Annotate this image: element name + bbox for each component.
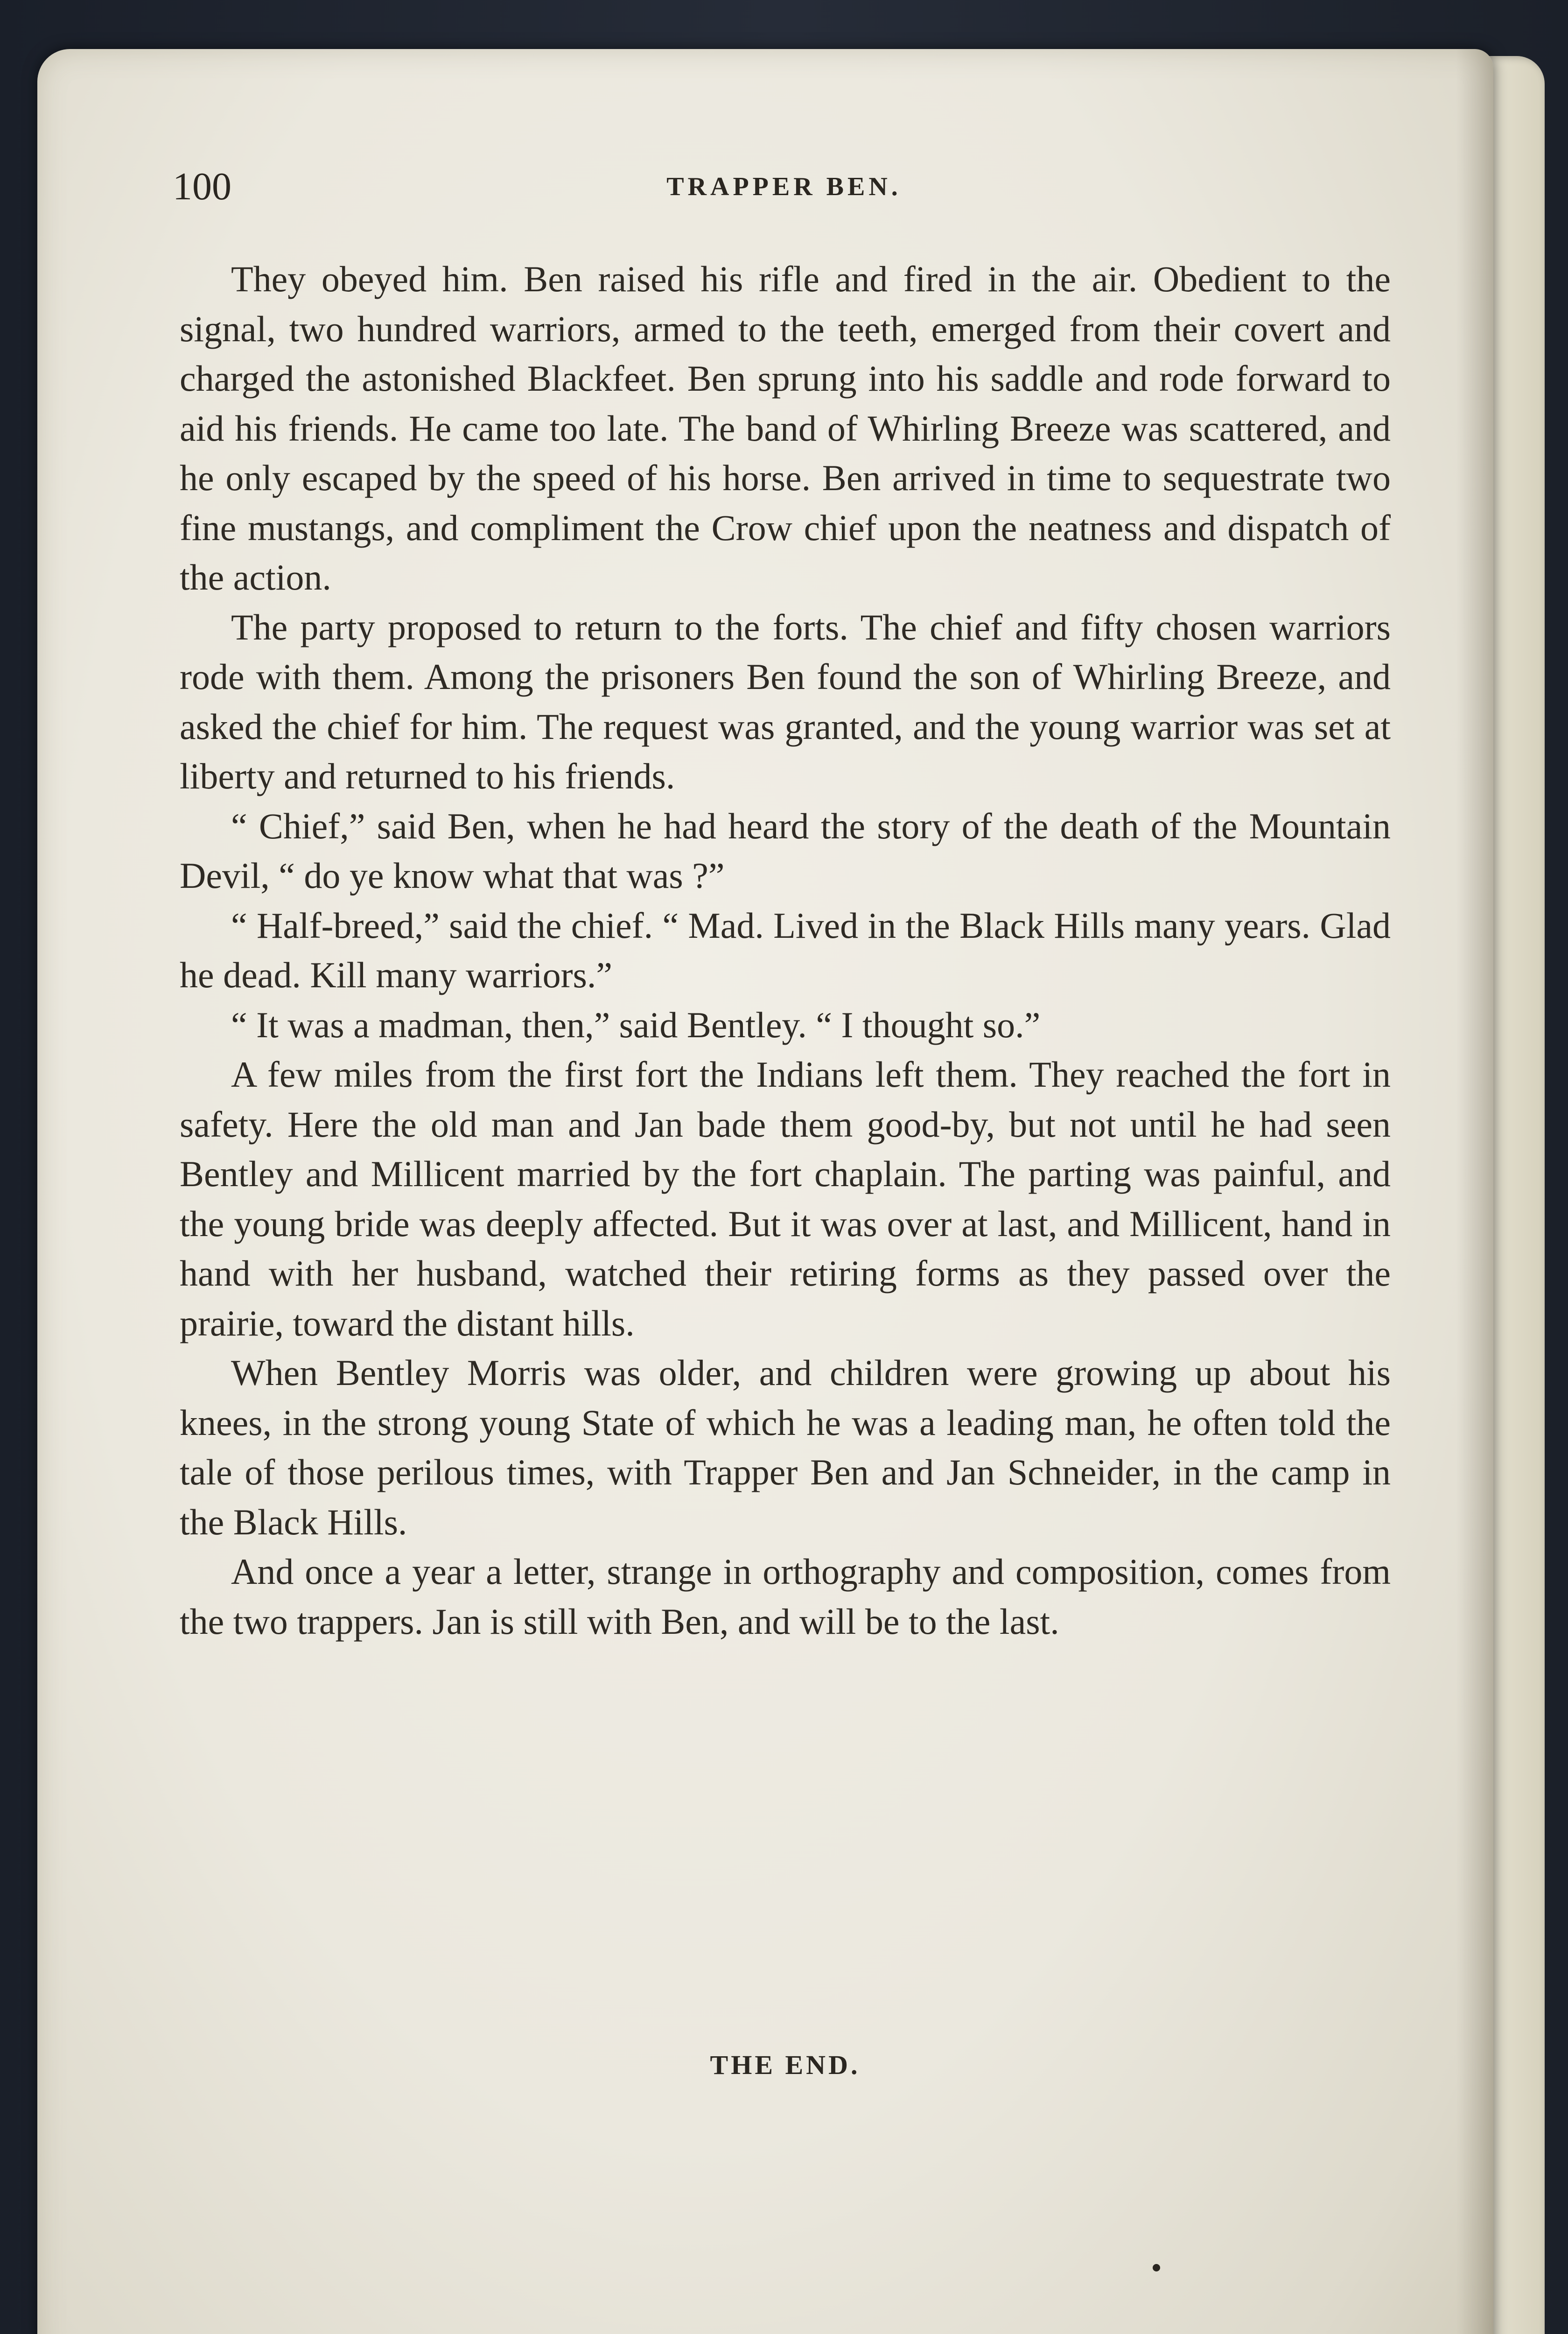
paragraph: The party proposed to return to the forts. The chief and fifty chosen warriors rode with them. Among the prisoners Ben found the son of Whirling Breeze, and asked the chief for him. The request was granted, and the young warrior was set at liberty and returned to his friends. — [180, 606, 1391, 796]
paragraph: And once a year a letter, strange in orthography and composition, comes from the two trappers. Jan is still with Ben, and will be to the last. — [180, 1551, 1391, 1642]
closing-the-end: THE END. — [710, 2050, 861, 2080]
paragraph: They obeyed him. Ben raised his rifle and fired in the air. Obedient to the signal, two hundred warriors, armed to the teeth, emerged from their covert and charged the astonished Blackfeet. Ben sprung into his saddle and rode forward to aid his friends. He came too late. The band of Whirling Breeze was scattered, and he only escaped by the speed of his horse. Ben arrived in time to sequestrate two fine mustangs, and compliment the Crow chief upon the neatness and dispatch of the action. — [180, 259, 1391, 598]
page-fold-shadow — [1456, 49, 1493, 2334]
ink-speck — [1153, 2264, 1160, 2271]
running-title: TRAPPER BEN. — [666, 172, 902, 201]
paragraph: “ It was a madman, then,” said Bentley. “ I thought so.” — [231, 1004, 1041, 1045]
paragraph: “ Half-breed,” said the chief. “ Mad. Lived in the Black Hills many years. Glad he dead. Kill many warriors.” — [180, 905, 1391, 995]
paragraph: A few miles from the first fort the Indians left them. They reached the fort in safety. Here the old man and Jan bade them good-by, but not until he had seen Bentley and Millicent married by the fort chaplain. The parting was painful, and the young bride was deeply affected. But it was over at last, and Millicent, hand in hand with her husband, watched their retiring forms as they passed over the prairie, toward the distant hills. — [180, 1054, 1391, 1343]
paragraph: “ Chief,” said Ben, when he had heard the story of the death of the Mountain Devil, “ do ye know what that was ?” — [180, 805, 1391, 896]
page-header — [173, 159, 1395, 215]
page-number: 100 — [173, 165, 231, 208]
paragraph: When Bentley Morris was older, and children were growing up about his knees, in the strong young State of which he was a leading man, he often told the tale of those perilous times, with Trapper Ben and Jan Schneider, in the camp in the Black Hills. — [180, 1352, 1391, 1542]
body-text — [180, 254, 1391, 1646]
